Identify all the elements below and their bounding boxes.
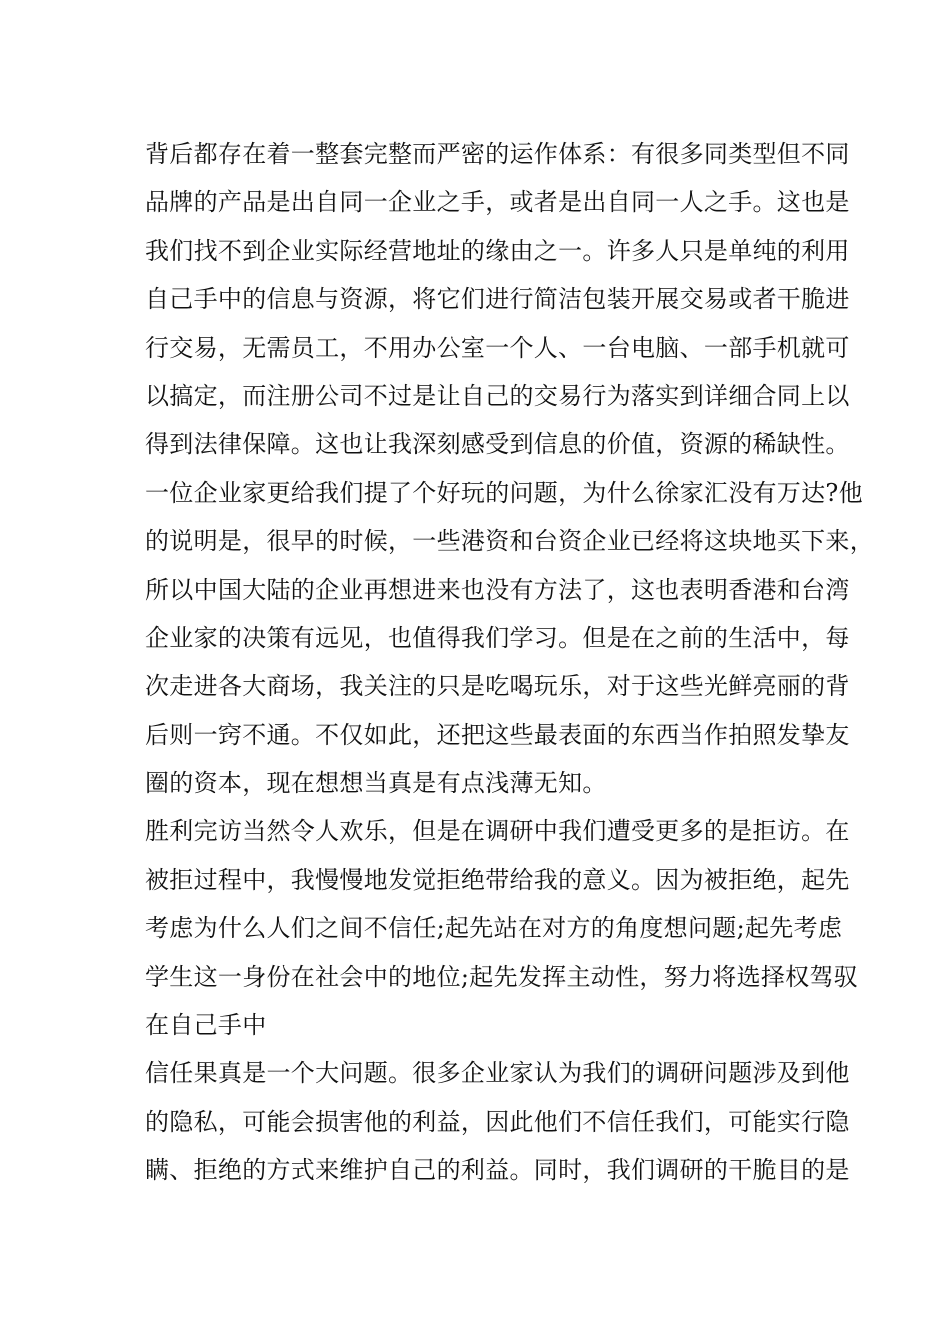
text-line: 后则一窍不通。不仅如此，还把这些最表面的东西当作拍照发挚友	[145, 720, 850, 749]
text-line: 信任果真是一个大问题。很多企业家认为我们的调研问题涉及到他	[145, 1059, 850, 1088]
text-line: 得到法律保障。这也让我深刻感受到信息的价值，资源的稀缺性。	[145, 430, 850, 459]
text-line: 背后都存在着一整套完整而严密的运作体系：有很多同类型但不同	[145, 140, 850, 168]
text-line: 次走进各大商场，我关注的只是吃喝玩乐，对于这些光鲜亮丽的背	[145, 672, 850, 701]
text-line: 在自己手中	[145, 1011, 267, 1040]
text-line: 自己手中的信息与资源，将它们进行简洁包装开展交易或者干脆进	[145, 285, 850, 314]
text-line: 瞒、拒绝的方式来维护自己的利益。同时，我们调研的干脆目的是	[145, 1156, 850, 1185]
text-line: 品牌的产品是出自同一企业之手，或者是出自同一人之手。这也是	[145, 188, 850, 217]
text-line: 所以中国大陆的企业再想进来也没有方法了，这也表明香港和台湾	[145, 575, 850, 604]
text-line: 企业家的决策有远见，也值得我们学习。但是在之前的生活中，每	[145, 623, 850, 652]
body-text	[145, 130, 874, 1195]
text-line: 考虑为什么人们之间不信任;起先站在对方的角度想问题;起先考虑	[145, 914, 843, 943]
text-line: 以搞定，而注册公司不过是让自己的交易行为落实到详细合同上以	[145, 381, 850, 410]
text-line: 圈的资本，现在想想当真是有点浅薄无知。	[145, 769, 607, 798]
text-line: 的说明是，很早的时候，一些港资和台资企业已经将这块地买下来，	[145, 527, 874, 556]
text-line: 的隐私，可能会损害他的利益，因此他们不信任我们，可能实行隐	[145, 1107, 850, 1136]
text-line: 一位企业家更给我们提了个好玩的问题，为什么徐家汇没有万达?他	[145, 478, 863, 507]
text-line: 学生这一身份在社会中的地位;起先发挥主动性，努力将选择权驾驭	[145, 962, 859, 991]
text-line: 行交易，无需员工，不用办公室一个人、一台电脑、一部手机就可	[145, 333, 850, 362]
text-line: 胜利完访当然令人欢乐，但是在调研中我们遭受更多的是拒访。在	[145, 817, 850, 846]
text-line: 我们找不到企业实际经营地址的缘由之一。许多人只是单纯的利用	[145, 236, 850, 265]
text-line: 被拒过程中，我慢慢地发觉拒绝带给我的意义。因为被拒绝，起先	[145, 865, 850, 894]
